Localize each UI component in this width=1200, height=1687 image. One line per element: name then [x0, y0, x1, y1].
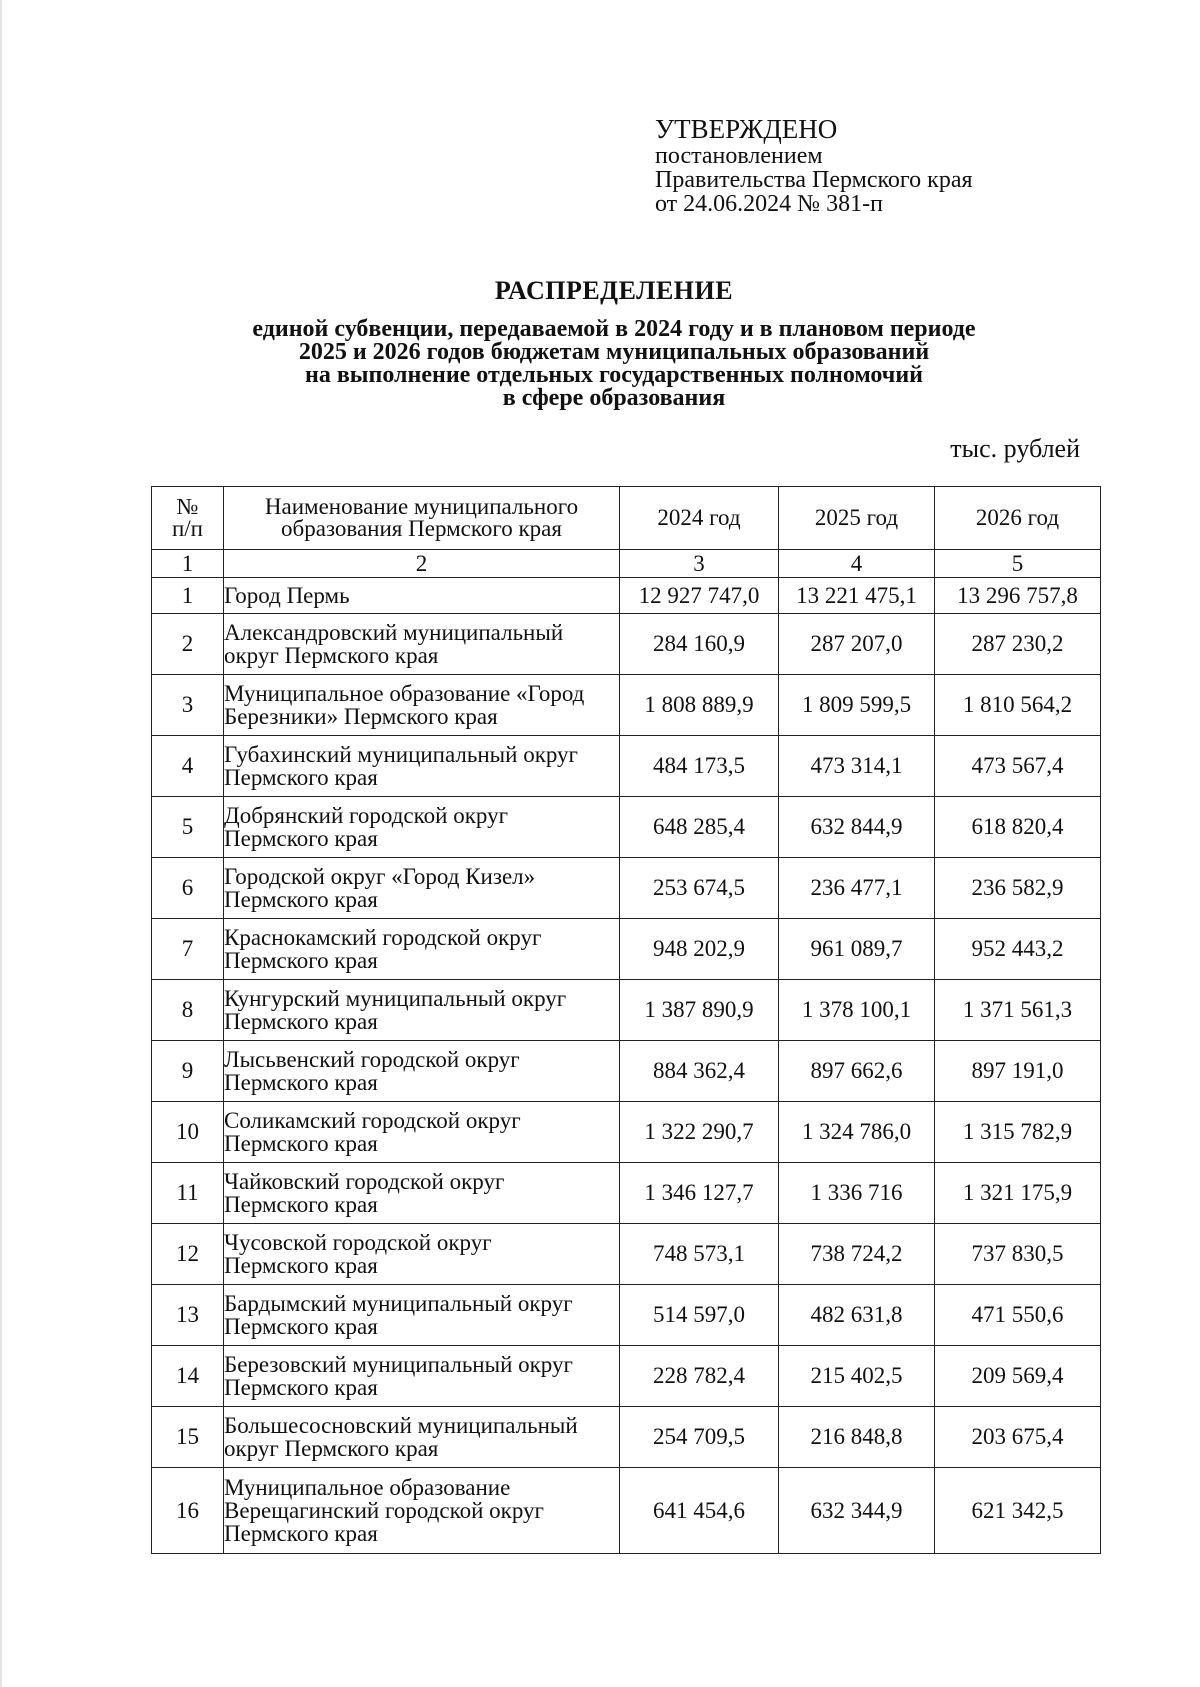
sheet-edge [0, 0, 2, 1687]
amount-2026: 1 371 561,3 [935, 980, 1101, 1041]
subvention-table [151, 486, 1101, 1554]
row-number: 3 [152, 675, 224, 736]
row-number: 12 [152, 1224, 224, 1285]
amount-2024: 641 454,6 [620, 1468, 779, 1554]
table-row [152, 797, 1101, 858]
amount-2026: 209 569,4 [935, 1346, 1101, 1407]
document-heading [0, 276, 1200, 410]
amount-2024: 484 173,5 [620, 736, 779, 797]
amount-2026: 1 321 175,9 [935, 1163, 1101, 1224]
amount-2024: 1 346 127,7 [620, 1163, 779, 1224]
subtitle-line-2: 2025 и 2026 годов бюджетам муниципальных образований [298, 339, 930, 365]
column-number-2: 2 [224, 550, 620, 578]
municipality-name [224, 980, 620, 1041]
amount-2024: 1 387 890,9 [620, 980, 779, 1041]
header-2024: 2024 год [620, 487, 779, 550]
subtitle-line-3: на выполнение отдельных государственных полномочий [305, 362, 923, 388]
municipality-name-line: Пермского края [224, 1314, 378, 1339]
row-number: 16 [152, 1468, 224, 1554]
row-number: 1 [152, 578, 224, 614]
amount-2026: 471 550,6 [935, 1285, 1101, 1346]
column-number-3: 3 [620, 550, 779, 578]
table-row [152, 736, 1101, 797]
amount-2024: 514 597,0 [620, 1285, 779, 1346]
amount-2025: 287 207,0 [779, 614, 935, 675]
approval-block [655, 114, 973, 216]
amount-2026: 1 810 564,2 [935, 675, 1101, 736]
row-number: 14 [152, 1346, 224, 1407]
amount-2025: 632 344,9 [779, 1468, 935, 1554]
amount-2026: 1 315 782,9 [935, 1102, 1101, 1163]
municipality-name-line: округ Пермского края [224, 643, 439, 668]
municipality-name-line: Муниципальное образование [224, 1475, 511, 1500]
municipality-name [224, 797, 620, 858]
municipality-name [224, 578, 620, 614]
row-number: 9 [152, 1041, 224, 1102]
municipality-name [224, 1285, 620, 1346]
document-subtitle [0, 318, 1200, 410]
header-2026: 2026 год [935, 487, 1101, 550]
municipality-name-line: Пермского края [224, 1131, 378, 1156]
subtitle-line-4: в сфере образования [502, 385, 726, 411]
table-row [152, 614, 1101, 675]
amount-2025: 1 324 786,0 [779, 1102, 935, 1163]
row-number: 15 [152, 1407, 224, 1468]
municipality-name [224, 1468, 620, 1554]
header-name: Наименование муниципального образования Пермского края [224, 487, 620, 550]
amount-2025: 738 724,2 [779, 1224, 935, 1285]
municipality-name-line: Александровский муниципальный [224, 620, 564, 645]
amount-2026: 287 230,2 [935, 614, 1101, 675]
amount-2024: 948 202,9 [620, 919, 779, 980]
municipality-name-line: Пермского края [224, 1009, 378, 1034]
table-row [152, 578, 1101, 614]
header-2025: 2025 год [779, 487, 935, 550]
municipality-name-line: Пермского края [224, 1375, 378, 1400]
municipality-name-line: Пермского края [224, 948, 378, 973]
amount-2024: 648 285,4 [620, 797, 779, 858]
municipality-name [224, 1041, 620, 1102]
row-number: 5 [152, 797, 224, 858]
column-number-row [152, 550, 1101, 578]
amount-2024: 748 573,1 [620, 1224, 779, 1285]
amount-2024: 228 782,4 [620, 1346, 779, 1407]
table-row [152, 1224, 1101, 1285]
amount-2024: 253 674,5 [620, 858, 779, 919]
row-number: 10 [152, 1102, 224, 1163]
municipality-name-line: Пермского края [224, 765, 378, 790]
amount-2025: 632 844,9 [779, 797, 935, 858]
municipality-name-line: округ Пермского края [224, 1436, 439, 1461]
table-row [152, 1468, 1101, 1554]
amount-2024: 884 362,4 [620, 1041, 779, 1102]
amount-2026: 13 296 757,8 [935, 578, 1101, 614]
row-number: 8 [152, 980, 224, 1041]
municipality-name-line: Пермского края [224, 826, 378, 851]
municipality-name-line: Березники» Пермского края [224, 704, 498, 729]
municipality-name-line: Кунгурский муниципальный округ [224, 986, 567, 1011]
row-number: 11 [152, 1163, 224, 1224]
amount-2026: 737 830,5 [935, 1224, 1101, 1285]
amount-2025: 961 089,7 [779, 919, 935, 980]
table-row [152, 1285, 1101, 1346]
units-label: тыс. рублей [950, 434, 1080, 463]
table-header-row [152, 487, 1101, 550]
municipality-name-line: Губахинский муниципальный округ [224, 742, 578, 767]
municipality-name [224, 1407, 620, 1468]
amount-2025: 1 336 716 [779, 1163, 935, 1224]
table-row [152, 1163, 1101, 1224]
municipality-name [224, 919, 620, 980]
municipality-name-line: Муниципальное образование «Город [224, 681, 585, 706]
municipality-name-line: Большесосновский муниципальный [224, 1413, 578, 1438]
municipality-name [224, 858, 620, 919]
amount-2025: 215 402,5 [779, 1346, 935, 1407]
approval-line-2: постановлением [655, 143, 823, 169]
row-number: 13 [152, 1285, 224, 1346]
table-row [152, 1102, 1101, 1163]
municipality-name [224, 1224, 620, 1285]
table-row [152, 919, 1101, 980]
row-number: 7 [152, 919, 224, 980]
amount-2024: 1 808 889,9 [620, 675, 779, 736]
municipality-name [224, 1346, 620, 1407]
municipality-name [224, 736, 620, 797]
municipality-name-line: Краснокамский городской округ [224, 925, 542, 950]
amount-2026: 203 675,4 [935, 1407, 1101, 1468]
municipality-name-line: Бардымский муниципальный округ [224, 1291, 573, 1316]
municipality-name-line: Соликамский городской округ [224, 1108, 521, 1133]
municipality-name-line: Добрянский городской округ [224, 803, 509, 828]
municipality-name-line: Пермского края [224, 887, 378, 912]
municipality-name [224, 1163, 620, 1224]
amount-2026: 952 443,2 [935, 919, 1101, 980]
municipality-name [224, 675, 620, 736]
column-number-5: 5 [935, 550, 1101, 578]
amount-2025: 1 809 599,5 [779, 675, 935, 736]
amount-2024: 1 322 290,7 [620, 1102, 779, 1163]
municipality-name-line: Городской округ «Город Кизел» [224, 864, 536, 889]
row-number: 4 [152, 736, 224, 797]
amount-2025: 216 848,8 [779, 1407, 935, 1468]
table-row [152, 1346, 1101, 1407]
table-row [152, 858, 1101, 919]
amount-2024: 254 709,5 [620, 1407, 779, 1468]
municipality-name-line: Пермского края [224, 1521, 378, 1546]
municipality-name-line: Пермского края [224, 1192, 378, 1217]
column-number-4: 4 [779, 550, 935, 578]
table-row [152, 1407, 1101, 1468]
amount-2025: 236 477,1 [779, 858, 935, 919]
approval-line-4: от 24.06.2024 № 381-п [655, 191, 883, 217]
approval-stamp: УТВЕРЖДЕНО [655, 114, 838, 144]
header-number: № п/п [152, 487, 224, 550]
amount-2026: 618 820,4 [935, 797, 1101, 858]
amount-2024: 12 927 747,0 [620, 578, 779, 614]
municipality-name-line: Чусовской городской округ [224, 1230, 492, 1255]
amount-2026: 473 567,4 [935, 736, 1101, 797]
municipality-name [224, 1102, 620, 1163]
municipality-name-line: Верещагинский городской округ [224, 1498, 544, 1523]
amount-2025: 897 662,6 [779, 1041, 935, 1102]
municipality-name-line: Пермского края [224, 1070, 378, 1095]
municipality-name-line: Лысьвенский городской округ [224, 1047, 520, 1072]
table-row [152, 1041, 1101, 1102]
municipality-name-line: Березовский муниципальный округ [224, 1352, 573, 1377]
municipality-name [224, 614, 620, 675]
row-number: 2 [152, 614, 224, 675]
amount-2025: 13 221 475,1 [779, 578, 935, 614]
row-number: 6 [152, 858, 224, 919]
amount-2026: 621 342,5 [935, 1468, 1101, 1554]
amount-2025: 1 378 100,1 [779, 980, 935, 1041]
amount-2025: 482 631,8 [779, 1285, 935, 1346]
municipality-name-line: Город Пермь [224, 583, 350, 608]
amount-2026: 236 582,9 [935, 858, 1101, 919]
approval-line-3: Правительства Пермского края [655, 167, 973, 193]
municipality-name-line: Чайковский городской округ [224, 1169, 505, 1194]
amount-2024: 284 160,9 [620, 614, 779, 675]
amount-2025: 473 314,1 [779, 736, 935, 797]
municipality-name-line: Пермского края [224, 1253, 378, 1278]
amount-2026: 897 191,0 [935, 1041, 1101, 1102]
document-title: РАСПРЕДЕЛЕНИЕ [494, 276, 734, 305]
subtitle-line-1: единой субвенции, передаваемой в 2024 году и в плановом периоде [252, 316, 976, 342]
column-number-1: 1 [152, 550, 224, 578]
table-row [152, 980, 1101, 1041]
table-row [152, 675, 1101, 736]
